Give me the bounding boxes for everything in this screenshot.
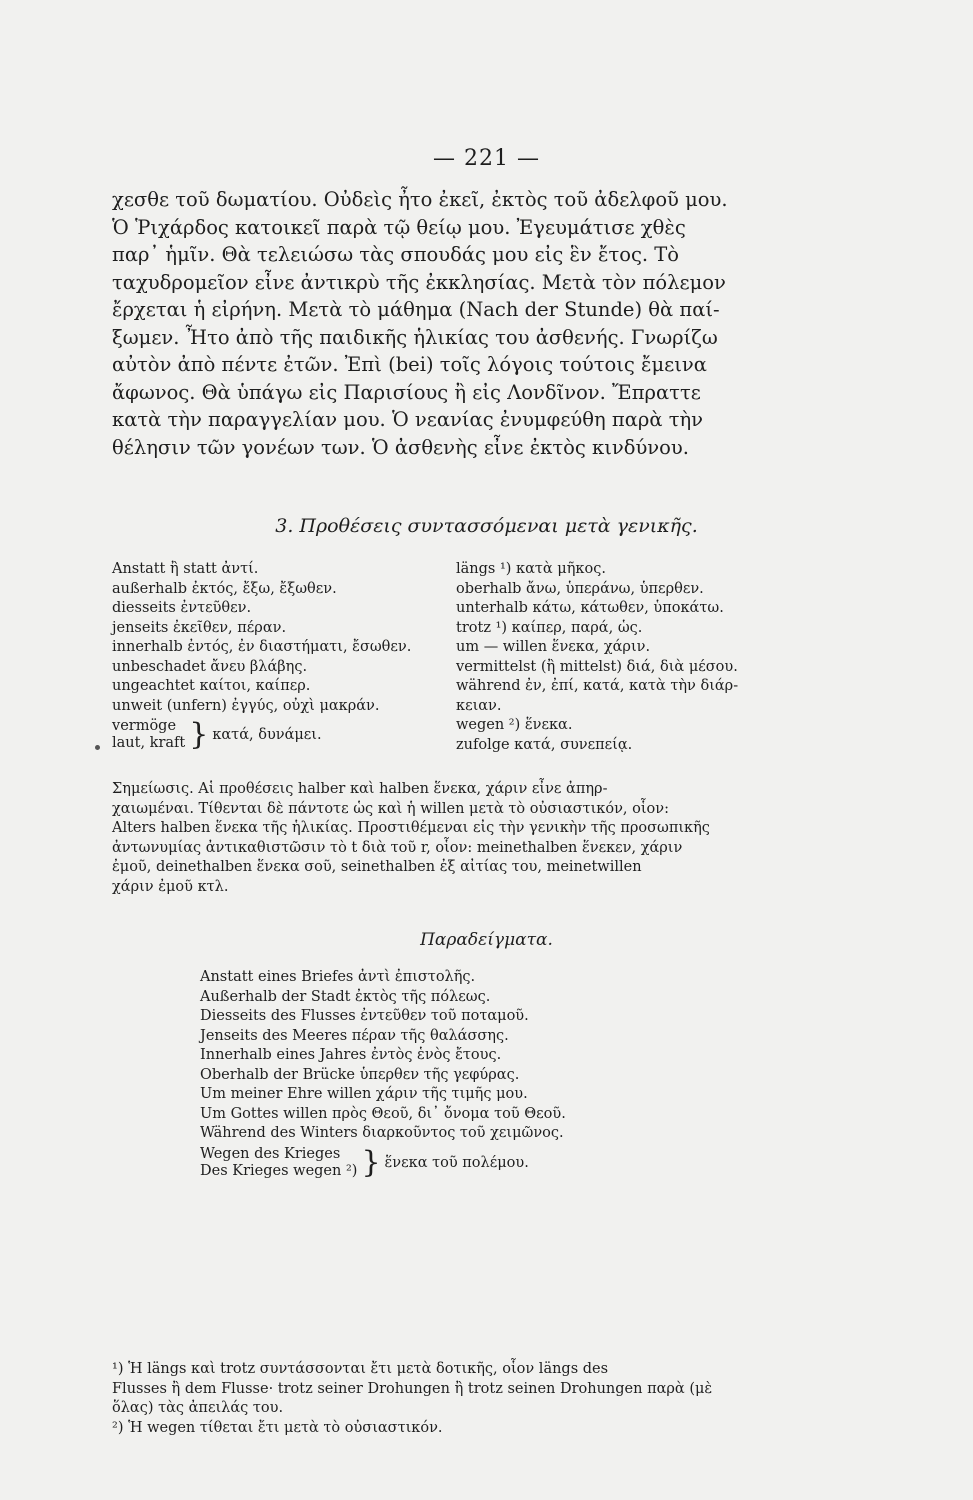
footnote-line: ¹) Ἡ längs καὶ trotz συντάσσονται ἔτι μετὰ δοτικῆς, οἷον längs des: [112, 1361, 609, 1377]
right-preposition-column: [456, 560, 802, 755]
brace-item: Des Krieges wegen ²): [200, 1162, 358, 1179]
paragraph-line: θέλησιν τῶν γονέων των. Ὁ ἀσθενὴς εἶνε ἐκτὸς κινδύνου.: [112, 435, 689, 459]
note-line: χάριν ἐμοῦ κτλ.: [112, 878, 229, 895]
brace-symbol: }: [189, 717, 209, 752]
preposition-entry: ungeachtet καίτοι, καίπερ.: [112, 678, 311, 694]
paragraph-line: ξωμεν. Ἦτο ἀπὸ τῆς παιδικῆς ἡλικίας του ἀσθενής. Γνωρίζω: [112, 325, 718, 349]
note-line: Σημείωσις. Αἱ προθέσεις halber καὶ halben ἕνεκα, χάριν εἶνε ἀπηρ-: [112, 781, 608, 797]
example-line: Oberhalb der Brücke ὑπερθεν τῆς γεφύρας.: [200, 1066, 520, 1083]
paragraph-line: ἄφωνος. Θὰ ὑπάγω εἰς Παρισίους ἢ εἰς Λονδῖνον. Ἔπραττε: [112, 380, 701, 404]
note-line: ἐμοῦ, deinethalben ἕνεκα σοῦ, seinethalben ἐξ αἰτίας του, meinetwillen: [112, 859, 642, 875]
brace-group: [200, 1146, 700, 1180]
brace-items: [200, 1146, 357, 1180]
preposition-entry: zufolge κατά, συνεπείᾳ.: [456, 736, 633, 753]
preposition-entry: unterhalb κάτω, κάτωθεν, ὑποκάτω.: [456, 600, 724, 616]
example-line: Diesseits des Flusses ἐντεῦθεν τοῦ ποταμοῦ.: [200, 1008, 529, 1024]
footnote-line: ²) Ἡ wegen τίθεται ἔτι μετὰ τὸ οὐσιαστικόν.: [112, 1419, 443, 1436]
brace-item: vermöge: [112, 718, 177, 734]
left-preposition-column: [112, 560, 452, 752]
preposition-entry: oberhalb ἄνω, ὑπεράνω, ὑπερθεν.: [456, 580, 704, 597]
example-line: Außerhalb der Stadt ἐκτὸς τῆς πόλεως.: [200, 988, 491, 1005]
remark-note: [112, 780, 792, 897]
note-line: Alters halben ἕνεκα τῆς ἡλικίας. Προστιθέμεναι εἰς τὴν γενικὴν τῆς προσωπικῆς: [112, 820, 710, 836]
examples-list: [200, 968, 700, 1180]
brace-meaning: κατά, δυνάμει.: [212, 727, 322, 743]
paragraph-line: αὐτὸν ἀπὸ πέντε ἐτῶν. Ἐπὶ (bei) τοῖς λόγοις τούτοις ἔμεινα: [112, 353, 707, 376]
preposition-entry: unbeschadet ἄνευ βλάβης.: [112, 658, 308, 675]
print-speck: [95, 745, 100, 750]
paragraph-line: ἔρχεται ἡ εἰρήνη. Μετὰ τὸ μάθημα (Nach der Stunde) θὰ παί-: [112, 298, 720, 321]
preposition-entry: trotz ¹) καίπερ, παρά, ὡς.: [456, 619, 643, 636]
example-line: Während des Winters διαρκοῦντος τοῦ χειμῶνος.: [200, 1125, 564, 1141]
section-heading: 3. Προθέσεις συντασσόμεναι μετὰ γενικῆς.: [275, 515, 698, 537]
preposition-entry: um — willen ἕνεκα, χάριν.: [456, 639, 651, 655]
exercise-paragraph: [112, 186, 792, 461]
preposition-entry: vermittelst (ἢ mittelst) διά, διὰ μέσου.: [456, 658, 738, 675]
preposition-entry: wegen ²) ἕνεκα.: [456, 717, 573, 733]
preposition-entry: innerhalb ἐντός, ἐν διαστήματι, ἔσωθεν.: [112, 639, 412, 655]
examples-heading: Παραδείγματα.: [420, 930, 553, 950]
footnote-line: ὅλας) τὰς ἀπειλάς του.: [112, 1400, 284, 1416]
brace-item: Wegen des Krieges: [200, 1145, 341, 1162]
preposition-entry: unweit (unfern) ἐγγύς, οὐχὶ μακράν.: [112, 697, 380, 714]
preposition-entry: längs ¹) κατὰ μῆκος.: [456, 561, 606, 577]
paragraph-line: χεσθε τοῦ δωματίου. Οὐδεὶς ἦτο ἐκεῖ, ἐκτὸς τοῦ ἀδελφοῦ μου.: [112, 188, 728, 211]
preposition-entry: jenseits ἐκεῖθεν, πέραν.: [112, 619, 287, 636]
note-line: ἀντωνυμίας ἀντικαθιστῶσιν τὸ t διὰ τοῦ r, οἷον: meinethalben ἕνεκεν, χάριν: [112, 839, 683, 856]
example-line: Um meiner Ehre willen χάριν τῆς τιμῆς μου.: [200, 1086, 528, 1102]
footnote-line: Flusses ἢ dem Flusse· trotz seiner Drohungen ἢ trotz seinen Drohungen παρὰ (μὲ: [112, 1380, 713, 1397]
footnotes: [112, 1360, 802, 1438]
brace-group: [112, 718, 452, 752]
example-line: Um Gottes willen πρὸς Θεοῦ, δι᾽ ὄνομα τοῦ Θεοῦ.: [200, 1105, 566, 1122]
page-number: — 221 —: [433, 146, 540, 171]
example-line: Anstatt eines Briefes ἀντὶ ἐπιστολῆς.: [200, 969, 476, 985]
preposition-entry: während ἐν, ἐπί, κατά, κατὰ τὴν διάρ-: [456, 678, 739, 694]
brace-meaning: ἕνεκα τοῦ πολέμου.: [384, 1154, 529, 1171]
paragraph-line: Ὁ Ῥιχάρδος κατοικεῖ παρὰ τῷ θείῳ μου. Ἐγευμάτισε χθὲς: [112, 215, 686, 239]
preposition-entry: Anstatt ἢ statt ἀντί.: [112, 561, 259, 577]
paragraph-line: παρ᾽ ἡμῖν. Θὰ τελειώσω τὰς σπουδάς μου εἰς ἓν ἔτος. Τὸ: [112, 243, 680, 266]
brace-item: laut, kraft: [112, 735, 186, 751]
preposition-entry: außerhalb ἐκτός, ἔξω, ἔξωθεν.: [112, 580, 337, 597]
paragraph-line: κατὰ τὴν παραγγελίαν μου. Ὁ νεανίας ἐνυμφεύθη παρὰ τὴν: [112, 408, 704, 431]
brace-items: [112, 718, 185, 752]
brace-symbol: }: [361, 1144, 381, 1180]
example-line: Jenseits des Meeres πέραν τῆς θαλάσσης.: [200, 1027, 509, 1044]
preposition-entry: κειαν.: [456, 697, 502, 714]
example-line: Innerhalb eines Jahres ἐντὸς ἑνὸς ἔτους.: [200, 1047, 502, 1063]
note-line: χαιωμέναι. Τίθενται δὲ πάντοτε ὡς καὶ ἡ willen μετὰ τὸ οὐσιαστικόν, οἷον:: [112, 800, 669, 817]
preposition-entry: diesseits ἐντεῦθεν.: [112, 600, 252, 616]
paragraph-line: ταχυδρομεῖον εἶνε ἀντικρὺ τῆς ἐκκλησίας. Μετὰ τὸν πόλεμον: [112, 270, 726, 294]
